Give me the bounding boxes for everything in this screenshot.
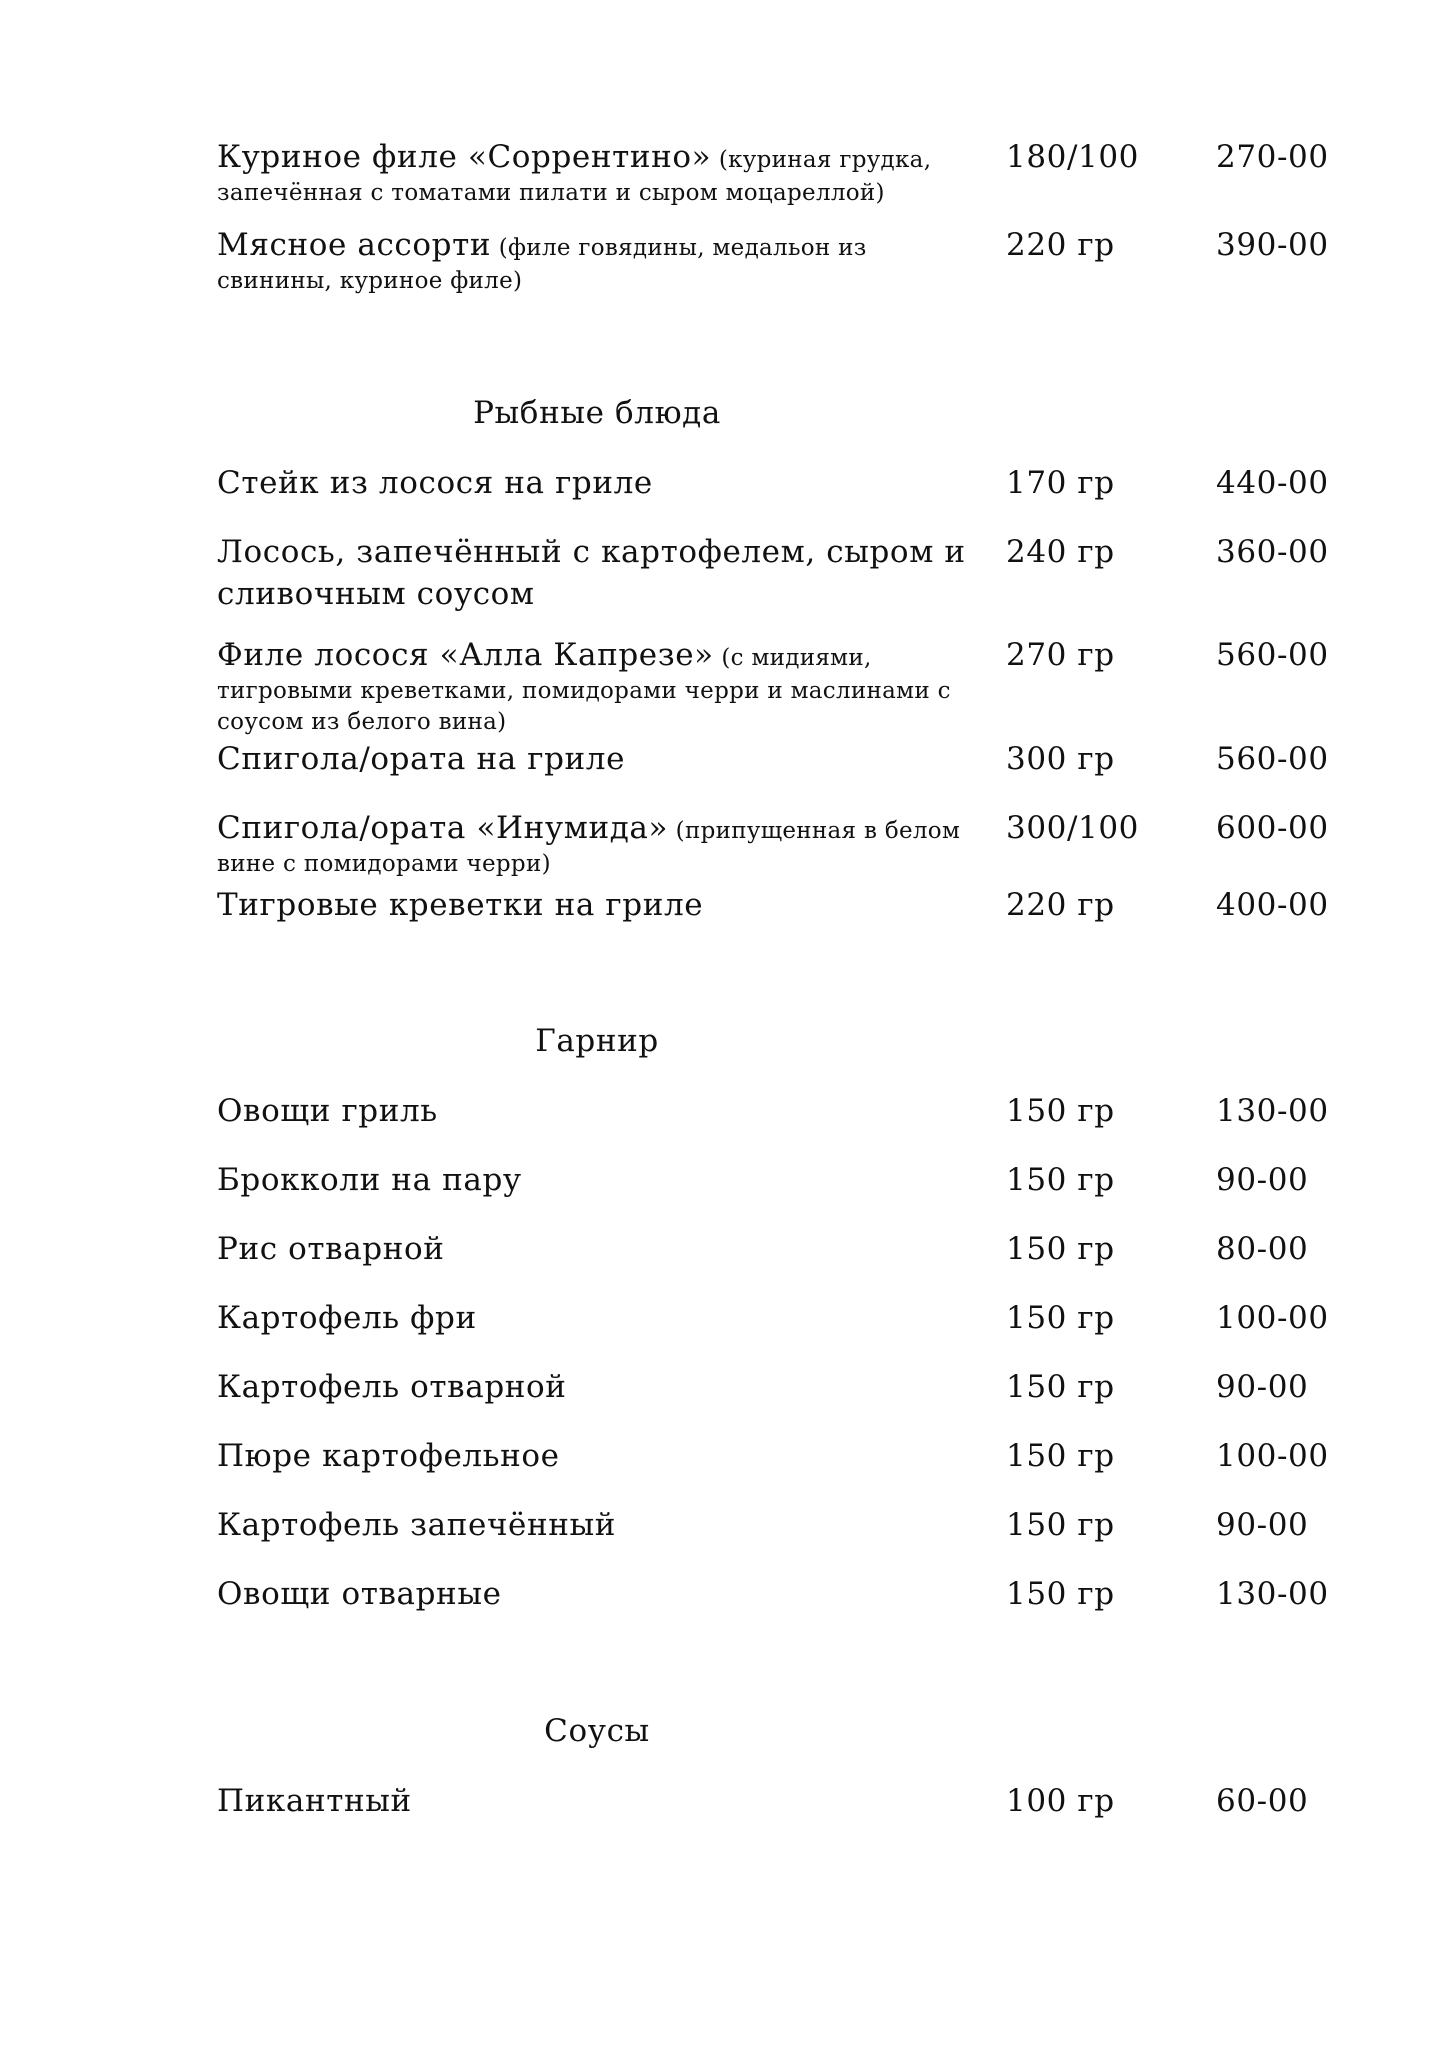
item-name-block bbox=[217, 224, 987, 297]
item-name: Тигровые креветки на гриле bbox=[217, 887, 704, 923]
item-description: (куриная грудка, bbox=[711, 147, 932, 173]
item-price: 130-00 bbox=[1216, 1576, 1329, 1612]
item-price: 360-00 bbox=[1216, 534, 1329, 570]
item-name: Куриное филе «Соррентино» bbox=[217, 139, 712, 175]
item-name: Овощи отварные bbox=[217, 1576, 502, 1612]
item-price: 600-00 bbox=[1216, 810, 1329, 846]
item-name: Овощи гриль bbox=[217, 1093, 438, 1129]
item-weight: 240 гр bbox=[1006, 534, 1115, 570]
item-description-cont: соусом из белого вина) bbox=[217, 709, 507, 735]
item-price: 440-00 bbox=[1216, 465, 1329, 501]
item-price: 90-00 bbox=[1216, 1162, 1309, 1198]
item-description-cont: тигровыми креветками, помидорами черри и маслинами с bbox=[217, 678, 951, 704]
item-weight: 180/100 bbox=[1006, 139, 1139, 175]
item-weight: 150 гр bbox=[1006, 1231, 1115, 1267]
item-weight: 150 гр bbox=[1006, 1093, 1115, 1129]
item-weight: 150 гр bbox=[1006, 1576, 1115, 1612]
item-description: (с мидиями, bbox=[713, 645, 872, 671]
item-price: 560-00 bbox=[1216, 637, 1329, 673]
item-weight: 220 гр bbox=[1006, 887, 1115, 923]
item-name-cont: сливочным соусом bbox=[217, 576, 535, 612]
item-weight: 170 гр bbox=[1006, 465, 1115, 501]
item-name-block bbox=[217, 807, 987, 880]
item-price: 100-00 bbox=[1216, 1438, 1329, 1474]
item-price: 560-00 bbox=[1216, 741, 1329, 777]
item-name: Спигола/ората на гриле bbox=[217, 741, 626, 777]
item-description: (припущенная в белом bbox=[668, 818, 961, 844]
item-name: Лосось, запечённый с картофелем, сыром и bbox=[217, 534, 966, 570]
item-name: Филе лосося «Алла Капрезе» bbox=[217, 637, 714, 673]
item-weight: 300 гр bbox=[1006, 741, 1115, 777]
item-name: Стейк из лосося на гриле bbox=[217, 465, 653, 501]
item-weight: 150 гр bbox=[1006, 1438, 1115, 1474]
section-title-fish: Рыбные блюда bbox=[473, 395, 721, 431]
item-description: (филе говядины, медальон из bbox=[491, 235, 867, 261]
item-price: 390-00 bbox=[1216, 227, 1329, 263]
section-title-sauces: Соусы bbox=[544, 1713, 650, 1749]
item-price: 400-00 bbox=[1216, 887, 1329, 923]
item-description-cont: запечённая с томатами пилати и сыром моцареллой) bbox=[217, 180, 885, 206]
item-name: Брокколи на пару bbox=[217, 1162, 522, 1198]
item-weight: 150 гр bbox=[1006, 1507, 1115, 1543]
item-price: 80-00 bbox=[1216, 1231, 1309, 1267]
item-weight: 220 гр bbox=[1006, 227, 1115, 263]
item-name: Картофель фри bbox=[217, 1300, 477, 1336]
item-price: 100-00 bbox=[1216, 1300, 1329, 1336]
item-weight: 150 гр bbox=[1006, 1300, 1115, 1336]
item-name-block bbox=[217, 531, 987, 615]
item-name-block bbox=[217, 136, 987, 209]
item-price: 270-00 bbox=[1216, 139, 1329, 175]
item-weight: 100 гр bbox=[1006, 1783, 1115, 1819]
item-name-block bbox=[217, 634, 987, 738]
item-name: Мясное ассорти bbox=[217, 227, 492, 263]
item-weight: 150 гр bbox=[1006, 1369, 1115, 1405]
item-name: Картофель отварной bbox=[217, 1369, 567, 1405]
item-weight: 300/100 bbox=[1006, 810, 1139, 846]
item-name: Пюре картофельное bbox=[217, 1438, 560, 1474]
item-description-cont: вине с помидорами черри) bbox=[217, 851, 551, 877]
item-name: Рис отварной bbox=[217, 1231, 445, 1267]
item-price: 60-00 bbox=[1216, 1783, 1309, 1819]
item-name: Картофель запечённый bbox=[217, 1507, 617, 1543]
section-title-garnish: Гарнир bbox=[535, 1023, 659, 1059]
item-description-cont: свинины, куриное филе) bbox=[217, 268, 523, 294]
item-price: 130-00 bbox=[1216, 1093, 1329, 1129]
item-name: Спигола/ората «Инумида» bbox=[217, 810, 669, 846]
item-price: 90-00 bbox=[1216, 1507, 1309, 1543]
item-weight: 150 гр bbox=[1006, 1162, 1115, 1198]
item-name: Пикантный bbox=[217, 1783, 412, 1819]
item-price: 90-00 bbox=[1216, 1369, 1309, 1405]
item-weight: 270 гр bbox=[1006, 637, 1115, 673]
